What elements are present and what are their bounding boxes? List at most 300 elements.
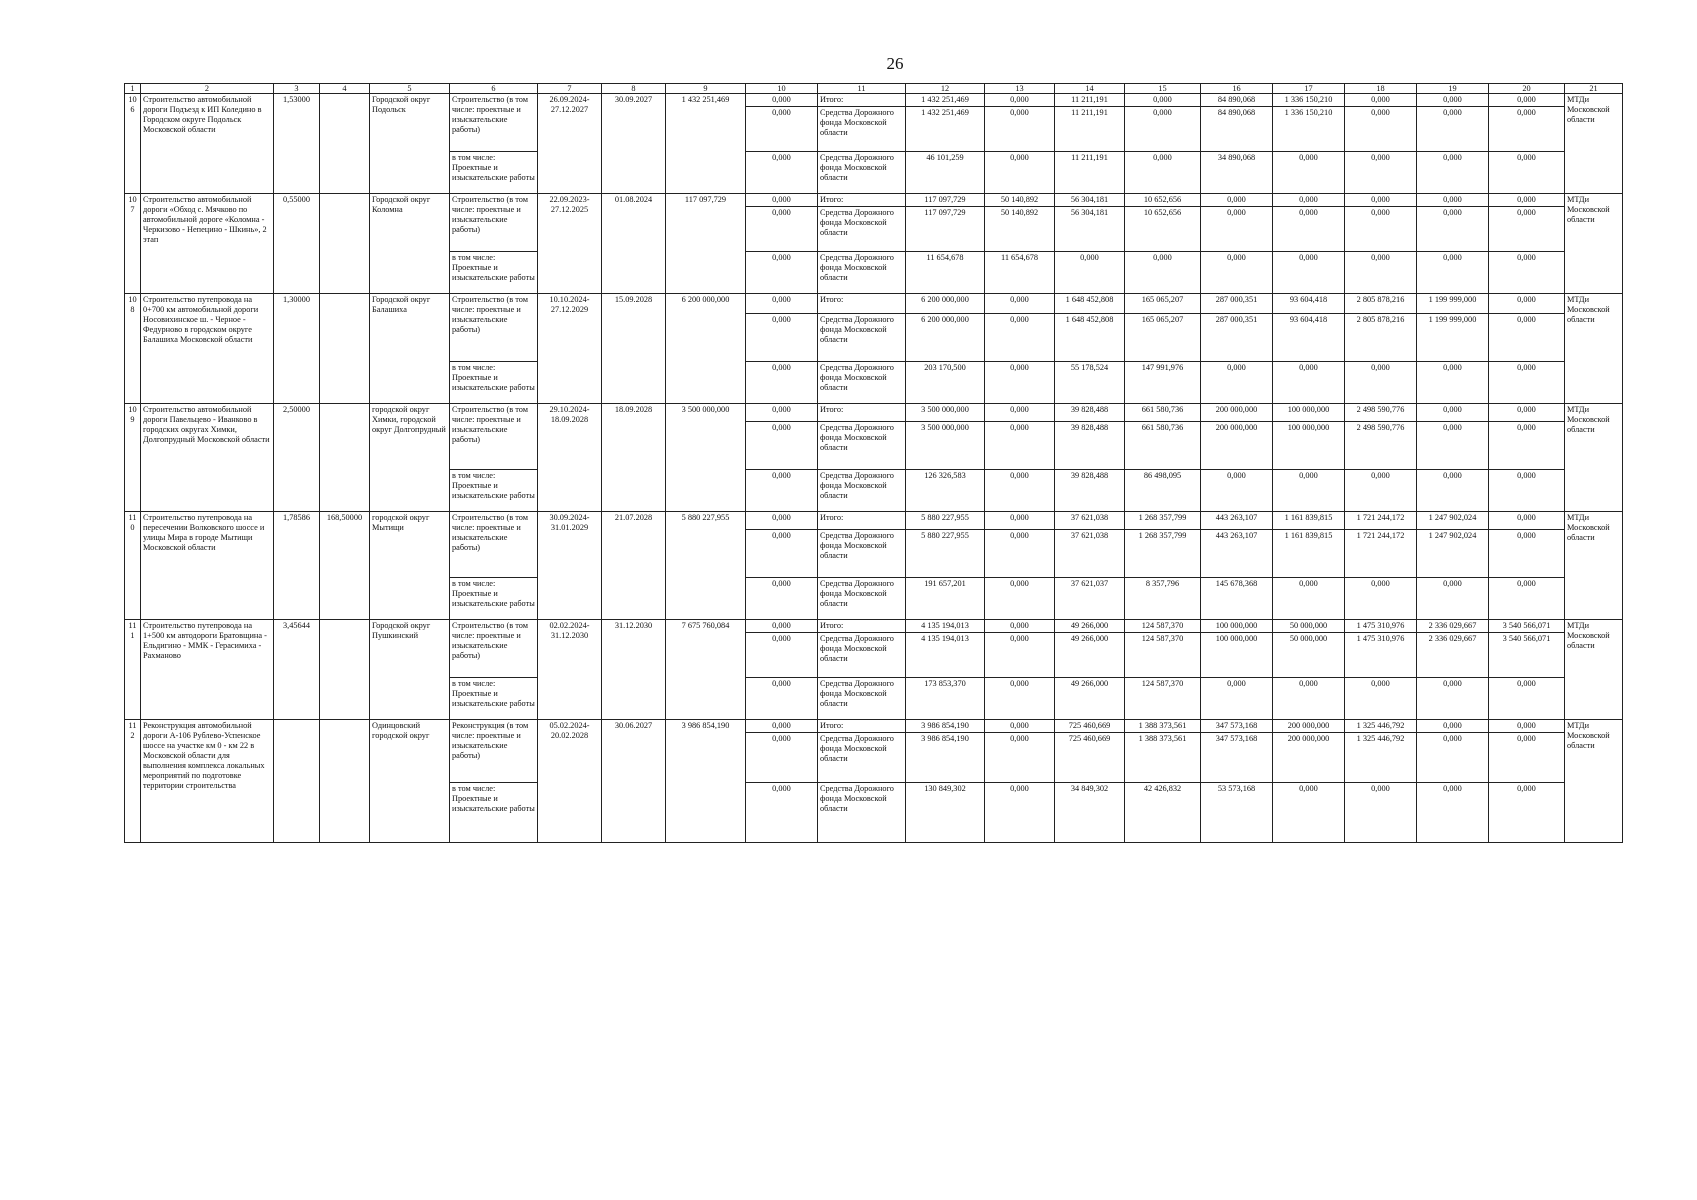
funding-source: Итого:: [818, 403, 906, 421]
column-number: 18: [1345, 84, 1417, 94]
column-number: 14: [1055, 84, 1125, 94]
amount-cell: 0,000: [1489, 511, 1565, 529]
amount-cell: 0,000: [985, 632, 1055, 677]
work-type-design: в том числе: Проектные и изыскательские работы: [450, 251, 538, 293]
amount-cell: 0,000: [1345, 251, 1417, 293]
work-period: 30.09.2024-31.01.2029: [538, 511, 602, 619]
column-number: 12: [906, 84, 985, 94]
amount-cell: 1 475 310,976: [1345, 619, 1417, 632]
customer: МТДи Московской области: [1565, 719, 1623, 842]
amount-cell: 0,000: [985, 732, 1055, 782]
limit-cost: 3 500 000,000: [666, 403, 746, 511]
amount-cell: 100 000,000: [1273, 403, 1345, 421]
amount-cell: 0,000: [985, 619, 1055, 632]
amount-cell: 4 135 194,013: [906, 619, 985, 632]
amount-cell: 1 325 446,792: [1345, 732, 1417, 782]
financed-amount: 0,000: [746, 193, 818, 206]
column-number: 17: [1273, 84, 1345, 94]
amount-cell: 84 890,068: [1201, 94, 1273, 107]
object-number: 107: [125, 193, 141, 293]
amount-cell: 0,000: [1489, 106, 1565, 151]
amount-cell: 1 247 902,024: [1417, 529, 1489, 577]
amount-cell: 42 426,832: [1125, 782, 1201, 842]
amount-cell: 0,000: [1345, 469, 1417, 511]
amount-cell: 145 678,368: [1201, 577, 1273, 619]
funding-source: Средства Дорожного фонда Московской области: [818, 361, 906, 403]
funding-source: Средства Дорожного фонда Московской области: [818, 313, 906, 361]
amount-cell: 3 986 854,190: [906, 732, 985, 782]
amount-cell: 124 587,370: [1125, 677, 1201, 719]
amount-cell: 0,000: [985, 529, 1055, 577]
work-type: Строительство (в том числе: проектные и изыскательские работы): [450, 193, 538, 251]
amount-cell: 100 000,000: [1201, 632, 1273, 677]
amount-cell: 0,000: [1273, 251, 1345, 293]
amount-cell: 0,000: [1201, 677, 1273, 719]
column-number: 19: [1417, 84, 1489, 94]
amount-cell: 126 326,583: [906, 469, 985, 511]
capital-objects-table: [124, 83, 1623, 843]
funding-source: Средства Дорожного фонда Московской области: [818, 529, 906, 577]
column-number: 4: [320, 84, 370, 94]
object-name: Строительство путепровода на пересечении Волковского шоссе и улицы Мира в городе Мытищи Московской области: [141, 511, 274, 619]
amount-cell: 1 648 452,808: [1055, 293, 1125, 313]
amount-cell: 2 805 878,216: [1345, 313, 1417, 361]
financed-amount: 0,000: [746, 151, 818, 193]
amount-cell: 0,000: [1125, 251, 1201, 293]
financed-amount: 0,000: [746, 313, 818, 361]
amount-cell: 443 263,107: [1201, 511, 1273, 529]
amount-cell: 0,000: [985, 421, 1055, 469]
funding-source: Средства Дорожного фонда Московской области: [818, 421, 906, 469]
funding-source: Итого:: [818, 94, 906, 107]
amount-cell: 93 604,418: [1273, 313, 1345, 361]
amount-cell: 117 097,729: [906, 206, 985, 251]
amount-cell: 39 828,488: [1055, 421, 1125, 469]
amount-cell: 0,000: [1489, 577, 1565, 619]
funding-source: Средства Дорожного фонда Московской области: [818, 677, 906, 719]
amount-cell: 39 828,488: [1055, 469, 1125, 511]
amount-cell: 0,000: [985, 577, 1055, 619]
amount-cell: 3 500 000,000: [906, 421, 985, 469]
amount-cell: 0,000: [1345, 577, 1417, 619]
amount-cell: 49 266,000: [1055, 677, 1125, 719]
amount-cell: 100 000,000: [1201, 619, 1273, 632]
amount-cell: 0,000: [1345, 193, 1417, 206]
amount-cell: 0,000: [1273, 469, 1345, 511]
object-capacity: 0,55000: [274, 193, 320, 293]
financed-amount: 0,000: [746, 677, 818, 719]
amount-cell: 1 432 251,469: [906, 94, 985, 107]
amount-cell: 0,000: [1345, 206, 1417, 251]
customer: МТДи Московской области: [1565, 403, 1623, 511]
amount-cell: 0,000: [985, 293, 1055, 313]
amount-cell: 0,000: [1417, 782, 1489, 842]
object-capacity: 1,30000: [274, 293, 320, 403]
amount-cell: 0,000: [1201, 469, 1273, 511]
amount-cell: 443 263,107: [1201, 529, 1273, 577]
amount-cell: 0,000: [1273, 206, 1345, 251]
amount-cell: 8 357,796: [1125, 577, 1201, 619]
financed-amount: 0,000: [746, 577, 818, 619]
amount-cell: 117 097,729: [906, 193, 985, 206]
column-number-row: [125, 84, 1623, 94]
work-period: 26.09.2024-27.12.2027: [538, 94, 602, 194]
amount-cell: 2 805 878,216: [1345, 293, 1417, 313]
work-type-design: в том числе: Проектные и изыскательские работы: [450, 151, 538, 193]
amount-cell: 287 000,351: [1201, 293, 1273, 313]
commission-date: 18.09.2028: [602, 403, 666, 511]
financed-amount: 0,000: [746, 782, 818, 842]
amount-cell: 5 880 227,955: [906, 529, 985, 577]
table-row: [125, 719, 1623, 732]
financed-amount: 0,000: [746, 94, 818, 107]
financed-amount: 0,000: [746, 421, 818, 469]
municipality: Городской округ Коломна: [370, 193, 450, 293]
amount-cell: 0,000: [985, 719, 1055, 732]
column-number: 5: [370, 84, 450, 94]
amount-cell: 1 336 150,210: [1273, 106, 1345, 151]
work-type-design: в том числе: Проектные и изыскательские работы: [450, 361, 538, 403]
financed-amount: 0,000: [746, 106, 818, 151]
financed-amount: 0,000: [746, 619, 818, 632]
table-row: [125, 293, 1623, 313]
amount-cell: 1 432 251,469: [906, 106, 985, 151]
amount-cell: 0,000: [1417, 206, 1489, 251]
amount-cell: 0,000: [1417, 421, 1489, 469]
object-number: 110: [125, 511, 141, 619]
table-row: [125, 619, 1623, 632]
column-number: 16: [1201, 84, 1273, 94]
amount-cell: 1 268 357,799: [1125, 529, 1201, 577]
work-type-design: в том числе: Проектные и изыскательские работы: [450, 469, 538, 511]
amount-cell: 1 388 373,561: [1125, 732, 1201, 782]
column-number: 10: [746, 84, 818, 94]
amount-cell: 2 498 590,776: [1345, 421, 1417, 469]
amount-cell: 0,000: [985, 151, 1055, 193]
limit-cost: 117 097,729: [666, 193, 746, 293]
amount-cell: 1 475 310,976: [1345, 632, 1417, 677]
amount-cell: 347 573,168: [1201, 732, 1273, 782]
commission-date: 01.08.2024: [602, 193, 666, 293]
municipality: городской округ Мытищи: [370, 511, 450, 619]
amount-cell: 147 991,976: [1125, 361, 1201, 403]
amount-cell: 0,000: [1489, 529, 1565, 577]
municipality: городской округ Химки, городской округ Долгопрудный: [370, 403, 450, 511]
amount-cell: 0,000: [1125, 151, 1201, 193]
column-number: 7: [538, 84, 602, 94]
table-row: [125, 403, 1623, 421]
financed-amount: 0,000: [746, 361, 818, 403]
amount-cell: 1 721 244,172: [1345, 511, 1417, 529]
amount-cell: 661 580,736: [1125, 403, 1201, 421]
column-number: 8: [602, 84, 666, 94]
amount-cell: 2 336 029,667: [1417, 632, 1489, 677]
amount-cell: 50 000,000: [1273, 619, 1345, 632]
customer: МТДи Московской области: [1565, 193, 1623, 293]
amount-cell: 0,000: [1201, 206, 1273, 251]
funding-source: Итого:: [818, 293, 906, 313]
object-capacity: 1,53000: [274, 94, 320, 194]
amount-cell: 0,000: [1489, 469, 1565, 511]
funding-source: Средства Дорожного фонда Московской области: [818, 577, 906, 619]
amount-cell: 0,000: [985, 677, 1055, 719]
amount-cell: 55 178,524: [1055, 361, 1125, 403]
amount-cell: 10 652,656: [1125, 193, 1201, 206]
column-number: 13: [985, 84, 1055, 94]
amount-cell: 84 890,068: [1201, 106, 1273, 151]
municipality: Городской округ Подольск: [370, 94, 450, 194]
amount-cell: 0,000: [1417, 469, 1489, 511]
financed-amount: 0,000: [746, 293, 818, 313]
financed-amount: 0,000: [746, 511, 818, 529]
amount-cell: 0,000: [1201, 193, 1273, 206]
amount-cell: 165 065,207: [1125, 293, 1201, 313]
column-number: 20: [1489, 84, 1565, 94]
object-capacity: [274, 719, 320, 842]
amount-cell: 0,000: [1489, 361, 1565, 403]
funding-source: Итого:: [818, 511, 906, 529]
work-type: Строительство (в том числе: проектные и изыскательские работы): [450, 403, 538, 469]
amount-cell: 1 721 244,172: [1345, 529, 1417, 577]
amount-cell: 0,000: [985, 361, 1055, 403]
limit-cost: 1 432 251,469: [666, 94, 746, 194]
amount-cell: 100 000,000: [1273, 421, 1345, 469]
amount-cell: 173 853,370: [906, 677, 985, 719]
amount-cell: 0,000: [1417, 251, 1489, 293]
municipality: Городской округ Балашиха: [370, 293, 450, 403]
amount-cell: 0,000: [1489, 251, 1565, 293]
commission-date: 31.12.2030: [602, 619, 666, 719]
amount-cell: 5 880 227,955: [906, 511, 985, 529]
amount-cell: 0,000: [1273, 677, 1345, 719]
column-number: 1: [125, 84, 141, 94]
amount-cell: 0,000: [1489, 151, 1565, 193]
amount-cell: 2 336 029,667: [1417, 619, 1489, 632]
work-period: 29.10.2024-18.09.2028: [538, 403, 602, 511]
amount-cell: 287 000,351: [1201, 313, 1273, 361]
amount-cell: 661 580,736: [1125, 421, 1201, 469]
amount-cell: 0,000: [1417, 106, 1489, 151]
commission-date: 21.07.2028: [602, 511, 666, 619]
object-number: 108: [125, 293, 141, 403]
object-number: 109: [125, 403, 141, 511]
financed-amount: 0,000: [746, 719, 818, 732]
object-name: Строительство путепровода на 0+700 км автомобильной дороги Носовихинское ш. - Черное - Федурново в городском округе Балашиха Московской области: [141, 293, 274, 403]
work-type: Строительство (в том числе: проектные и изыскательские работы): [450, 94, 538, 152]
amount-cell: 0,000: [1345, 677, 1417, 719]
financed-amount: 0,000: [746, 251, 818, 293]
amount-cell: 0,000: [1345, 106, 1417, 151]
amount-cell: 0,000: [985, 511, 1055, 529]
amount-cell: 725 460,669: [1055, 719, 1125, 732]
amount-cell: 6 200 000,000: [906, 293, 985, 313]
work-period: 02.02.2024-31.12.2030: [538, 619, 602, 719]
amount-cell: 0,000: [1489, 94, 1565, 107]
amount-cell: 34 890,068: [1201, 151, 1273, 193]
funding-source: Средства Дорожного фонда Московской области: [818, 106, 906, 151]
amount-cell: 6 200 000,000: [906, 313, 985, 361]
amount-cell: 200 000,000: [1201, 403, 1273, 421]
limit-cost: 5 880 227,955: [666, 511, 746, 619]
amount-cell: 37 621,038: [1055, 529, 1125, 577]
amount-cell: 0,000: [1417, 677, 1489, 719]
amount-cell: 0,000: [1417, 403, 1489, 421]
object-name: Реконструкция автомобильной дороги А-106 Рублево-Успенское шоссе на участке км 0 - км 22 в Московской области для выполнения комплекса локальных мероприятий по подготовке территории строительства: [141, 719, 274, 842]
amount-cell: 1 247 902,024: [1417, 511, 1489, 529]
funding-source: Средства Дорожного фонда Московской области: [818, 632, 906, 677]
work-type: Строительство (в том числе: проектные и изыскательские работы): [450, 293, 538, 361]
object-number: 106: [125, 94, 141, 194]
amount-cell: 0,000: [1417, 732, 1489, 782]
amount-cell: 56 304,181: [1055, 206, 1125, 251]
amount-cell: 0,000: [985, 106, 1055, 151]
amount-cell: 165 065,207: [1125, 313, 1201, 361]
amount-cell: 0,000: [1273, 151, 1345, 193]
amount-cell: 56 304,181: [1055, 193, 1125, 206]
amount-cell: 1 161 839,815: [1273, 529, 1345, 577]
amount-cell: 0,000: [985, 469, 1055, 511]
amount-cell: 3 540 566,071: [1489, 632, 1565, 677]
limit-cost: 7 675 760,084: [666, 619, 746, 719]
amount-cell: 0,000: [985, 403, 1055, 421]
table-row: [125, 511, 1623, 529]
amount-cell: 11 211,191: [1055, 94, 1125, 107]
limit-cost: 3 986 854,190: [666, 719, 746, 842]
financed-amount: 0,000: [746, 529, 818, 577]
amount-cell: 0,000: [1345, 361, 1417, 403]
amount-cell: 0,000: [1489, 732, 1565, 782]
funding-source: Средства Дорожного фонда Московской области: [818, 469, 906, 511]
column-number: 9: [666, 84, 746, 94]
amount-cell: 200 000,000: [1201, 421, 1273, 469]
limit-cost: 6 200 000,000: [666, 293, 746, 403]
amount-cell: 49 266,000: [1055, 632, 1125, 677]
funding-source: Итого:: [818, 719, 906, 732]
amount-cell: 1 336 150,210: [1273, 94, 1345, 107]
amount-cell: 0,000: [1417, 151, 1489, 193]
amount-cell: 200 000,000: [1273, 719, 1345, 732]
object-capacity: 3,45644: [274, 619, 320, 719]
object-number: 112: [125, 719, 141, 842]
object-name: Строительство путепровода на 1+500 км автодороги Братовщина - Ельдигино - ММК - Герасимиха - Рахманово: [141, 619, 274, 719]
amount-cell: 86 498,095: [1125, 469, 1201, 511]
amount-cell: 0,000: [1273, 577, 1345, 619]
amount-cell: 0,000: [1489, 293, 1565, 313]
amount-cell: 124 587,370: [1125, 619, 1201, 632]
object-capacity-2: 168,50000: [320, 511, 370, 619]
amount-cell: 11 654,678: [906, 251, 985, 293]
funding-source: Средства Дорожного фонда Московской области: [818, 782, 906, 842]
object-capacity-2: [320, 293, 370, 403]
work-period: 10.10.2024-27.12.2029: [538, 293, 602, 403]
customer: МТДи Московской области: [1565, 94, 1623, 194]
amount-cell: 34 849,302: [1055, 782, 1125, 842]
amount-cell: 0,000: [985, 782, 1055, 842]
object-name: Строительство автомобильной дороги Павельцево - Иванково в городских округах Химки, Долгопрудный Московской области: [141, 403, 274, 511]
amount-cell: 0,000: [1201, 361, 1273, 403]
object-capacity-2: [320, 403, 370, 511]
amount-cell: 0,000: [1417, 193, 1489, 206]
customer: МТДи Московской области: [1565, 511, 1623, 619]
amount-cell: 0,000: [985, 313, 1055, 361]
amount-cell: 11 211,191: [1055, 106, 1125, 151]
work-type: Строительство (в том числе: проектные и изыскательские работы): [450, 619, 538, 677]
amount-cell: 0,000: [1345, 782, 1417, 842]
amount-cell: 0,000: [1417, 577, 1489, 619]
column-number: 21: [1565, 84, 1623, 94]
object-capacity: 2,50000: [274, 403, 320, 511]
column-number: 2: [141, 84, 274, 94]
financed-amount: 0,000: [746, 632, 818, 677]
object-name: Строительство автомобильной дороги Подъезд к ИП Коледино в Городском округе Подольск Московской области: [141, 94, 274, 194]
funding-source: Итого:: [818, 193, 906, 206]
commission-date: 15.09.2028: [602, 293, 666, 403]
amount-cell: 0,000: [1273, 361, 1345, 403]
amount-cell: 0,000: [1125, 106, 1201, 151]
financed-amount: 0,000: [746, 206, 818, 251]
financed-amount: 0,000: [746, 732, 818, 782]
amount-cell: 1 388 373,561: [1125, 719, 1201, 732]
municipality: Одинцовский городской округ: [370, 719, 450, 842]
amount-cell: 0,000: [1417, 94, 1489, 107]
financed-amount: 0,000: [746, 469, 818, 511]
work-type: Реконструкция (в том числе: проектные и изыскательские работы): [450, 719, 538, 782]
amount-cell: 3 540 566,071: [1489, 619, 1565, 632]
customer: МТДи Московской области: [1565, 619, 1623, 719]
table-row: [125, 94, 1623, 107]
amount-cell: 0,000: [1489, 313, 1565, 361]
amount-cell: 0,000: [1417, 361, 1489, 403]
object-capacity-2: [320, 193, 370, 293]
amount-cell: 11 654,678: [985, 251, 1055, 293]
amount-cell: 11 211,191: [1055, 151, 1125, 193]
funding-source: Средства Дорожного фонда Московской области: [818, 251, 906, 293]
amount-cell: 0,000: [1273, 782, 1345, 842]
amount-cell: 0,000: [1201, 251, 1273, 293]
amount-cell: 1 199 999,000: [1417, 313, 1489, 361]
amount-cell: 0,000: [1489, 782, 1565, 842]
amount-cell: 53 573,168: [1201, 782, 1273, 842]
amount-cell: 3 986 854,190: [906, 719, 985, 732]
amount-cell: 50 140,892: [985, 193, 1055, 206]
amount-cell: 46 101,259: [906, 151, 985, 193]
column-number: 15: [1125, 84, 1201, 94]
commission-date: 30.06.2027: [602, 719, 666, 842]
work-period: 05.02.2024-20.02.2028: [538, 719, 602, 842]
amount-cell: 0,000: [1489, 421, 1565, 469]
funding-source: Средства Дорожного фонда Московской области: [818, 732, 906, 782]
amount-cell: 1 161 839,815: [1273, 511, 1345, 529]
work-type-design: в том числе: Проектные и изыскательские работы: [450, 782, 538, 842]
funding-source: Средства Дорожного фонда Московской области: [818, 151, 906, 193]
column-number: 3: [274, 84, 320, 94]
amount-cell: 0,000: [1489, 403, 1565, 421]
amount-cell: 0,000: [1345, 151, 1417, 193]
work-type-design: в том числе: Проектные и изыскательские работы: [450, 677, 538, 719]
amount-cell: 4 135 194,013: [906, 632, 985, 677]
amount-cell: 124 587,370: [1125, 632, 1201, 677]
column-number: 11: [818, 84, 906, 94]
amount-cell: 0,000: [1489, 193, 1565, 206]
amount-cell: 0,000: [1125, 94, 1201, 107]
object-number: 111: [125, 619, 141, 719]
amount-cell: 0,000: [1489, 677, 1565, 719]
column-number: 6: [450, 84, 538, 94]
amount-cell: 0,000: [1489, 719, 1565, 732]
amount-cell: 37 621,037: [1055, 577, 1125, 619]
object-capacity-2: [320, 719, 370, 842]
amount-cell: 50 140,892: [985, 206, 1055, 251]
